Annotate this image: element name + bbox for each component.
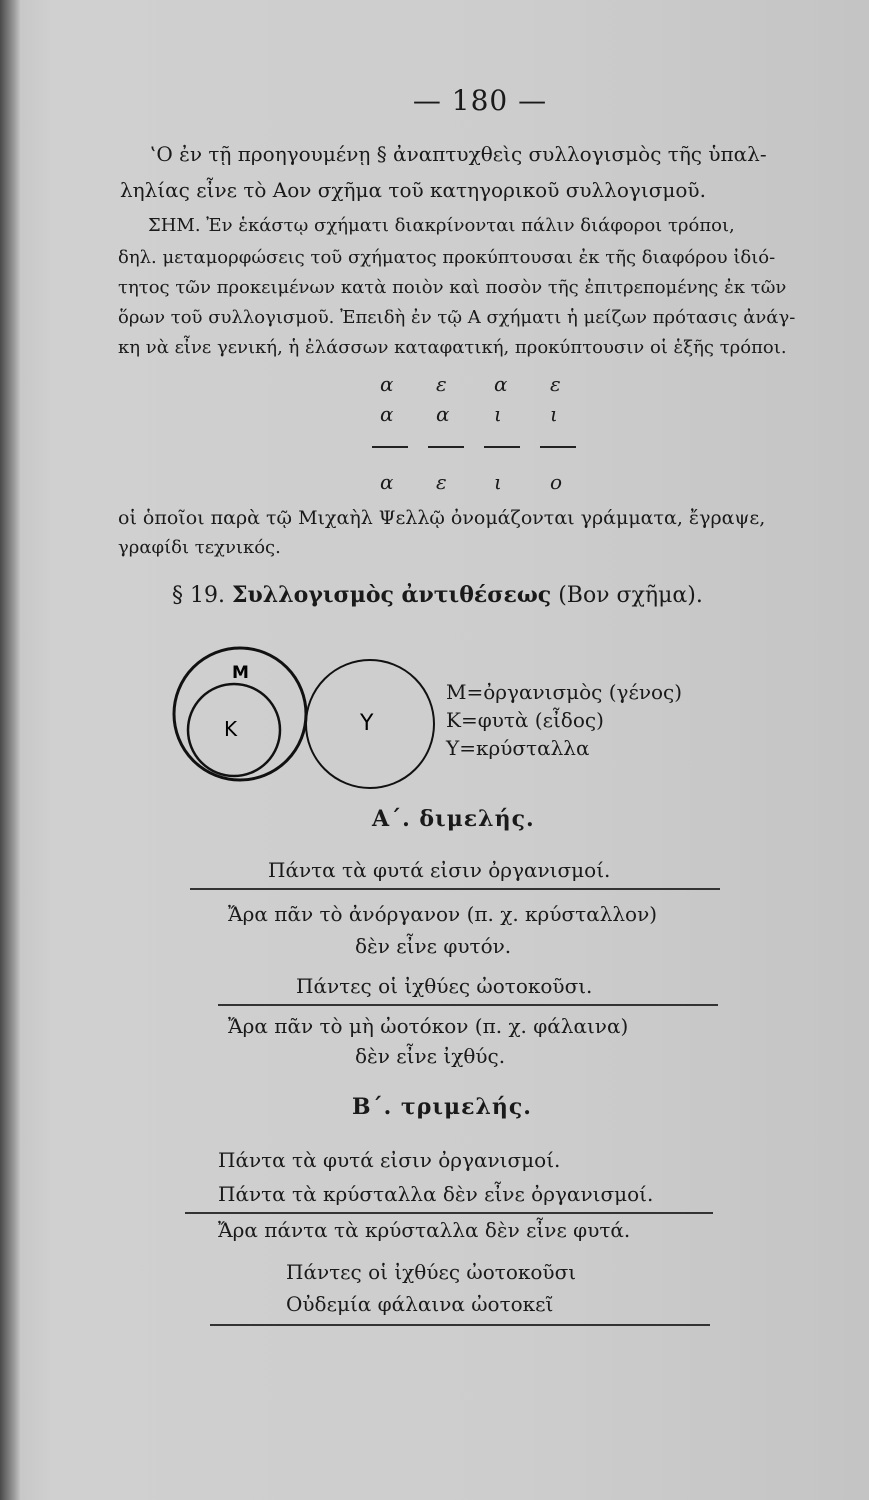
section-number: § 19. bbox=[172, 583, 225, 608]
scheme-letter: α bbox=[380, 402, 394, 426]
euler-diagram bbox=[170, 640, 440, 790]
section-title: Συλλογισμὸς ἀντιθέσεως bbox=[231, 582, 552, 608]
syllogism-rule bbox=[210, 1324, 710, 1326]
syllogism-line: Πάντα τὰ κρύσταλλα δὲν εἶνε ὀργανισμοί. bbox=[218, 1182, 654, 1206]
scheme-letter: ι bbox=[494, 402, 502, 426]
syllogism-line: Πάντες οἱ ἰχθύες ὠοτοκοῦσι bbox=[286, 1260, 577, 1284]
syllogism-line: Πάντα τὰ φυτά εἰσιν ὀργανισμοί. bbox=[268, 858, 611, 882]
scheme-letter: ο bbox=[550, 470, 563, 494]
section-heading bbox=[172, 582, 703, 608]
scheme-dash bbox=[428, 446, 464, 448]
subheading-a: Α΄. διμελής. bbox=[372, 806, 535, 832]
syllogism-line: Ἄρα πάντα τὰ κρύσταλλα δὲν εἶνε φυτά. bbox=[218, 1218, 631, 1242]
subheading-b: Β΄. τριμελής. bbox=[352, 1094, 532, 1120]
page-number: — 180 — bbox=[412, 84, 548, 117]
syllogism-line: δὲν εἶνε φυτόν. bbox=[355, 934, 512, 958]
paragraph-line: γραφίδι τεχνικός. bbox=[118, 537, 281, 558]
section-note: (Βον σχῆμα). bbox=[558, 583, 703, 608]
paragraph-line: ὅρων τοῦ συλλογισμοῦ. Ἐπειδὴ ἐν τῷ Α σχήματι ἡ μείζων πρότασις ἀνάγ- bbox=[118, 307, 796, 328]
legend-item: M=ὀργανισμὸς (γένος) bbox=[446, 680, 683, 704]
syllogism-rule bbox=[185, 1212, 713, 1214]
scheme-dash bbox=[372, 446, 408, 448]
scheme-letter: ε bbox=[550, 372, 561, 396]
legend-item: K=φυτὰ (εἶδος) bbox=[446, 708, 604, 732]
paragraph-line: δηλ. μεταμορφώσεις τοῦ σχήματος προκύπτουσαι ἐκ τῆς διαφόρου ἰδιό- bbox=[118, 247, 776, 268]
label-k: K bbox=[224, 717, 238, 741]
scheme-letter: ε bbox=[436, 372, 447, 396]
paragraph-line: ‛Ο ἐν τῇ προηγουμένῃ § ἀναπτυχθεὶς συλλογισμὸς τῆς ὑπαλ- bbox=[150, 142, 767, 166]
paragraph-line: οἱ ὁποῖοι παρὰ τῷ Μιχαὴλ Ψελλῷ ὀνομάζονται γράμματα, ἔγραψε, bbox=[118, 507, 766, 529]
label-m: M bbox=[232, 663, 249, 683]
syllogism-line: Ἄρα πᾶν τὸ μὴ ὠοτόκον (π. χ. φάλαινα) bbox=[228, 1014, 629, 1038]
paragraph-line: ληλίας εἶνε τὸ Αον σχῆμα τοῦ κατηγορικοῦ συλλογισμοῦ. bbox=[120, 178, 706, 202]
scheme-dash bbox=[540, 446, 576, 448]
scheme-letter: α bbox=[380, 372, 394, 396]
scheme-dash bbox=[484, 446, 520, 448]
syllogism-rule bbox=[190, 888, 720, 890]
syllogism-line: Πάντες οἱ ἰχθύες ὠοτοκοῦσι. bbox=[296, 974, 593, 998]
syllogism-line: Ἄρα πᾶν τὸ ἀνόργανον (π. χ. κρύσταλλον) bbox=[228, 902, 658, 926]
scheme-letter: ι bbox=[494, 470, 502, 494]
paragraph-line: κη νὰ εἶνε γενική, ἡ ἐλάσσων καταφατική, προκύπτουσιν οἱ ἑξῆς τρόποι. bbox=[118, 337, 787, 358]
syllogism-rule bbox=[218, 1004, 718, 1006]
scheme-letter: α bbox=[380, 470, 394, 494]
syllogism-line: Πάντα τὰ φυτά εἰσιν ὀργανισμοί. bbox=[218, 1148, 561, 1172]
scheme-letter: ε bbox=[436, 470, 447, 494]
label-y: Y bbox=[360, 711, 374, 736]
scheme-letter: ι bbox=[550, 402, 558, 426]
book-spine-shadow bbox=[0, 0, 20, 1500]
syllogism-line: δὲν εἶνε ἰχθύς. bbox=[355, 1044, 506, 1068]
paragraph-line: ΣΗΜ. Ἐν ἑκάστῳ σχήματι διακρίνονται πάλιν διάφοροι τρόποι, bbox=[148, 215, 735, 236]
syllogism-line: Οὐδεμία φάλαινα ὠοτοκεῖ bbox=[286, 1292, 554, 1316]
paragraph-line: τητος τῶν προκειμένων κατὰ ποιὸν καὶ ποσὸν τῆς ἐπιτρεπομένης ἐκ τῶν bbox=[118, 277, 787, 298]
legend-item: Υ=κρύσταλλα bbox=[446, 736, 590, 760]
scheme-letter: α bbox=[436, 402, 450, 426]
scheme-letter: α bbox=[494, 372, 508, 396]
